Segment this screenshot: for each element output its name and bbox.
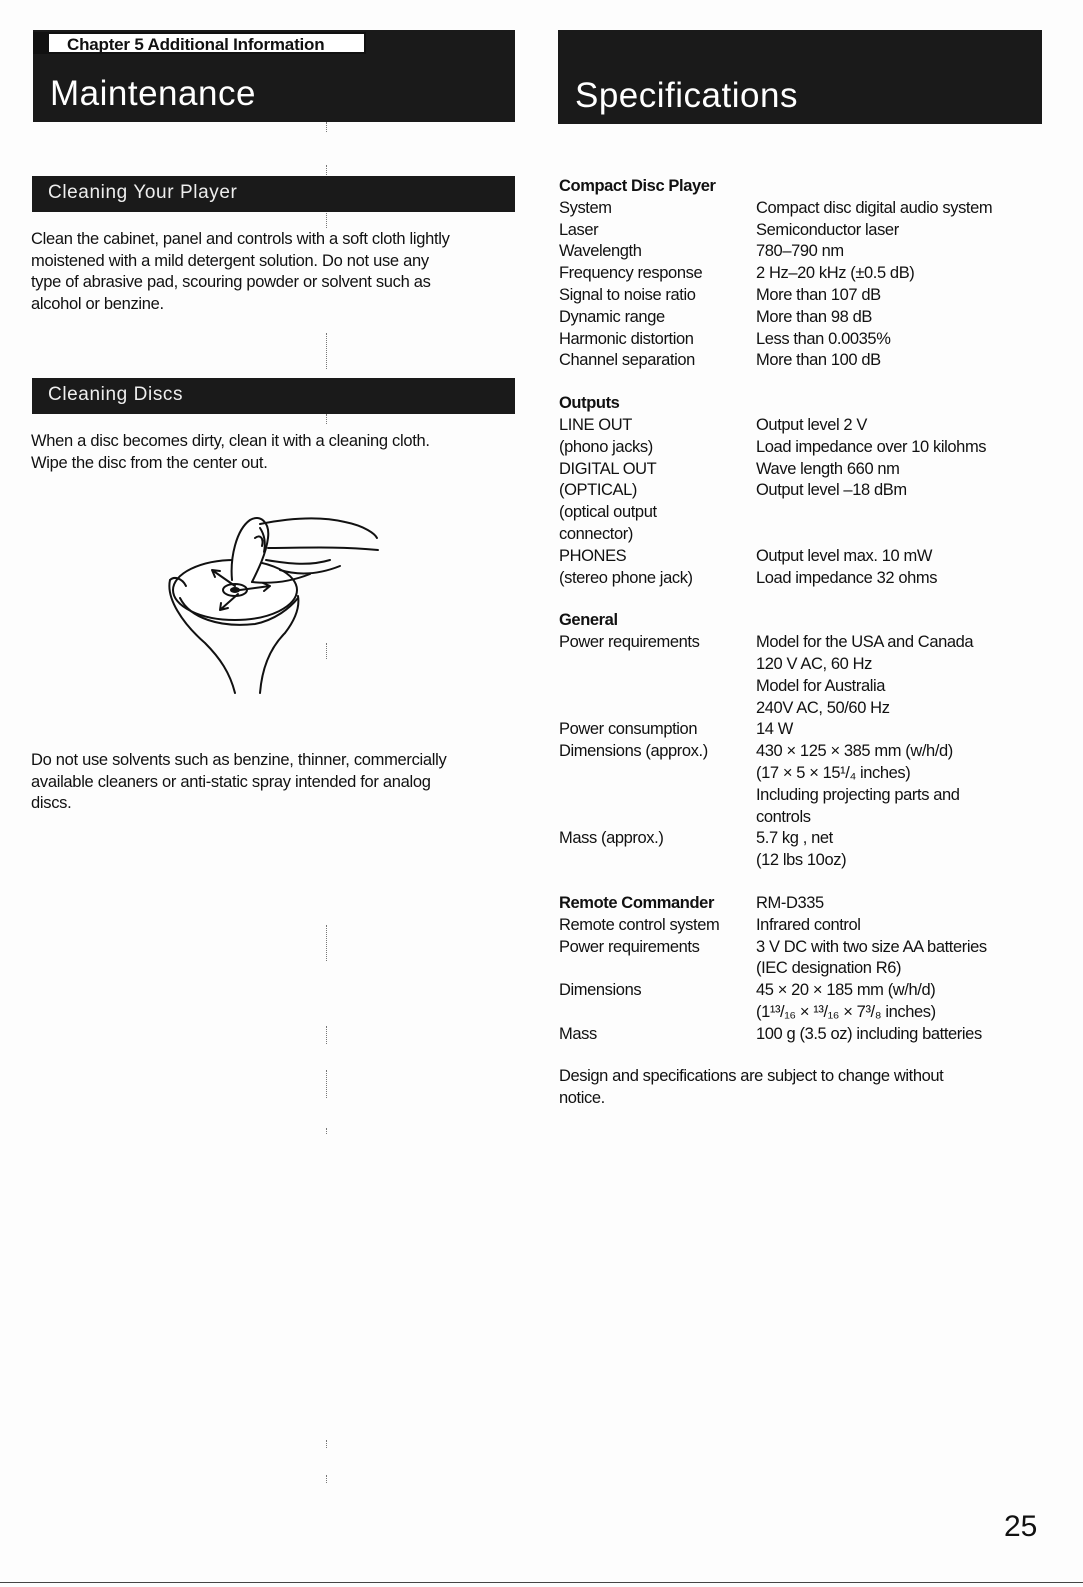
spec-row <box>559 958 1049 980</box>
spec-label: Dimensions <box>559 981 642 1000</box>
spec-label: Power requirements <box>559 937 700 956</box>
fold-mark <box>326 643 327 659</box>
spec-value: (17 × 5 × 15¹/₄ inches) <box>756 763 911 782</box>
fold-mark <box>326 925 327 961</box>
spec-value: Output level –18 dBm <box>756 481 907 500</box>
chapter-label: Chapter 5 Additional Information <box>67 35 325 54</box>
spec-value: Load impedance 32 ohms <box>756 568 938 587</box>
spec-value <box>756 524 1049 546</box>
spec-value: 45 × 20 × 185 mm (w/h/d) <box>756 981 936 1000</box>
spec-value: 240V AC, 50/60 Hz <box>756 698 890 717</box>
spec-row <box>559 263 1049 285</box>
fold-mark <box>326 213 327 228</box>
spec-value: Less than 0.0035% <box>756 329 891 348</box>
maintenance-title: Maintenance <box>50 74 256 113</box>
cleaning-discs-banner <box>32 378 515 414</box>
spec-row <box>559 350 1049 372</box>
spec-label: (OPTICAL) <box>559 481 637 500</box>
spec-row <box>559 329 1049 351</box>
spec-value: 430 × 125 × 385 mm (w/h/d) <box>756 742 953 761</box>
chapter-tab <box>33 32 366 54</box>
spec-value: More than 98 dB <box>756 307 872 326</box>
spec-row <box>559 698 1049 720</box>
spec-row <box>559 632 1049 654</box>
fold-mark <box>326 1475 327 1483</box>
cleaning-player-heading: Cleaning Your Player <box>48 182 238 203</box>
spec-label <box>559 676 756 698</box>
text-line: Wipe the disc from the center out. <box>31 453 268 472</box>
text-line: When a disc becomes dirty, clean it with a cleaning cloth. <box>31 432 430 450</box>
spec-label: Dimensions (approx.) <box>559 742 708 761</box>
fold-mark <box>326 1070 327 1098</box>
spec-label: (phono jacks) <box>559 437 653 456</box>
specifications-banner <box>558 30 1042 124</box>
spec-label: DIGITAL OUT <box>559 459 657 478</box>
spec-value: controls <box>756 807 811 826</box>
spec-row <box>559 1024 1049 1046</box>
spec-label: Power requirements <box>559 633 700 652</box>
fold-mark <box>326 1026 327 1044</box>
bottom-rule <box>0 1582 1083 1583</box>
spec-value: Model for the USA and Canada <box>756 633 974 652</box>
spec-value: Load impedance over 10 kilohms <box>756 437 987 456</box>
spec-value: Output level max. 10 mW <box>756 546 933 565</box>
spec-value: (1¹³/₁₆ × ¹³/₁₆ × 7³/₈ inches) <box>756 1002 936 1021</box>
spec-label <box>559 785 756 807</box>
spec-row <box>559 220 1049 242</box>
spec-value: 780–790 nm <box>756 242 844 261</box>
spec-row <box>559 828 1049 850</box>
spec-value: RM-D335 <box>756 893 824 912</box>
spec-value: (12 lbs 10oz) <box>756 851 847 870</box>
spec-row <box>559 285 1049 307</box>
spec-label <box>559 850 756 872</box>
spec-row <box>559 437 1049 459</box>
spec-row <box>559 980 1049 1002</box>
spec-row <box>559 937 1049 959</box>
spec-value: Model for Australia <box>756 676 886 695</box>
spec-value: Wave length 660 nm <box>756 459 900 478</box>
spec-row <box>559 307 1049 329</box>
spec-label: Mass (approx.) <box>559 829 664 848</box>
text-line: Clean the cabinet, panel and controls with a soft cloth lightly <box>31 230 450 248</box>
fold-mark <box>326 414 327 424</box>
spec-label: Channel separation <box>559 351 695 370</box>
spec-row <box>559 480 1049 502</box>
spec-row <box>559 568 1049 590</box>
fold-mark <box>326 333 327 369</box>
spec-row <box>559 763 1049 785</box>
spec-label: Power consumption <box>559 720 698 739</box>
spec-row <box>559 785 1049 807</box>
text-line: available cleaners or anti-static spray intended for analog <box>31 772 431 791</box>
specifications-content <box>559 176 1049 1110</box>
text-line: type of abrasive pad, scouring powder or solvent such as <box>31 273 431 291</box>
spec-value: 2 Hz–20 kHz (±0.5 dB) <box>756 264 915 283</box>
spec-label <box>559 654 756 676</box>
spec-row <box>559 198 1049 220</box>
section-heading: Remote Commander <box>559 893 714 912</box>
spec-label: (optical output <box>559 503 657 522</box>
text-line: moistened with a mild detergent solution. Do not use any <box>31 251 429 270</box>
section-heading: General <box>559 611 618 630</box>
spec-label: Laser <box>559 220 599 239</box>
hand-wiping-disc-icon <box>160 508 385 698</box>
spec-row <box>559 741 1049 763</box>
section-heading: Outputs <box>559 394 620 413</box>
spec-row <box>559 1002 1049 1024</box>
text-line: Do not use solvents such as benzine, thinner, commercially <box>31 751 447 769</box>
spec-label <box>559 958 756 980</box>
spec-row <box>559 415 1049 437</box>
cleaning-discs-warning <box>31 750 516 815</box>
spec-label <box>559 763 756 785</box>
spec-label <box>559 807 756 829</box>
footer-note-line: Design and specifications are subject to change without <box>559 1067 944 1086</box>
spec-label: Signal to noise ratio <box>559 285 696 304</box>
spec-row <box>559 654 1049 676</box>
spec-label: Mass <box>559 1024 597 1043</box>
spec-label: Dynamic range <box>559 307 665 326</box>
spec-value: Output level 2 V <box>756 415 868 434</box>
spec-row <box>559 893 1049 915</box>
spec-value: (IEC designation R6) <box>756 959 902 978</box>
section-heading: Compact Disc Player <box>559 177 716 195</box>
spec-label: Frequency response <box>559 264 703 283</box>
spec-value: 5.7 kg , net <box>756 829 833 848</box>
spec-label <box>559 698 756 720</box>
chapter-marker <box>35 34 49 52</box>
text-line: discs. <box>31 794 72 812</box>
cleaning-discs-text <box>31 431 516 474</box>
spec-label: (stereo phone jack) <box>559 568 693 587</box>
spec-row <box>559 807 1049 829</box>
spec-row <box>559 459 1049 481</box>
text-line: alcohol or benzine. <box>31 294 164 313</box>
spec-label: LINE OUT <box>559 415 632 434</box>
spec-row <box>559 241 1049 263</box>
spec-value: Compact disc digital audio system <box>756 198 993 217</box>
spec-label <box>559 1002 756 1024</box>
spec-value: More than 107 dB <box>756 285 881 304</box>
spec-value: More than 100 dB <box>756 351 881 370</box>
spec-row <box>559 502 1049 524</box>
cleaning-player-text <box>31 229 516 315</box>
fold-mark <box>326 165 327 175</box>
spec-row <box>559 546 1049 568</box>
specifications-title: Specifications <box>575 76 798 115</box>
spec-value: 120 V AC, 60 Hz <box>756 654 872 673</box>
spec-value: 14 W <box>756 720 793 739</box>
spec-value: Infrared control <box>756 915 861 934</box>
page-number: 25 <box>1004 1510 1038 1543</box>
spec-label: PHONES <box>559 546 627 565</box>
spec-label: Remote control system <box>559 915 720 934</box>
spec-row <box>559 915 1049 937</box>
fold-mark <box>326 1440 327 1448</box>
cleaning-discs-heading: Cleaning Discs <box>48 384 184 405</box>
spec-row <box>559 719 1049 741</box>
spec-label: System <box>559 198 612 217</box>
spec-value: 3 V DC with two size AA batteries <box>756 937 987 956</box>
spec-row <box>559 850 1049 872</box>
spec-label: connector) <box>559 524 633 543</box>
spec-value: Including projecting parts and <box>756 785 960 804</box>
cleaning-player-banner <box>32 176 515 212</box>
spec-row <box>559 524 1049 546</box>
spec-value: Semiconductor laser <box>756 220 899 239</box>
spec-value: 100 g (3.5 oz) including batteries <box>756 1024 982 1043</box>
spec-label: Wavelength <box>559 242 642 261</box>
spec-row <box>559 676 1049 698</box>
spec-label: Harmonic distortion <box>559 329 694 348</box>
fold-mark <box>326 1128 327 1134</box>
fold-mark <box>326 122 327 132</box>
footer-note-line: notice. <box>559 1089 605 1108</box>
spec-value <box>756 502 1049 524</box>
